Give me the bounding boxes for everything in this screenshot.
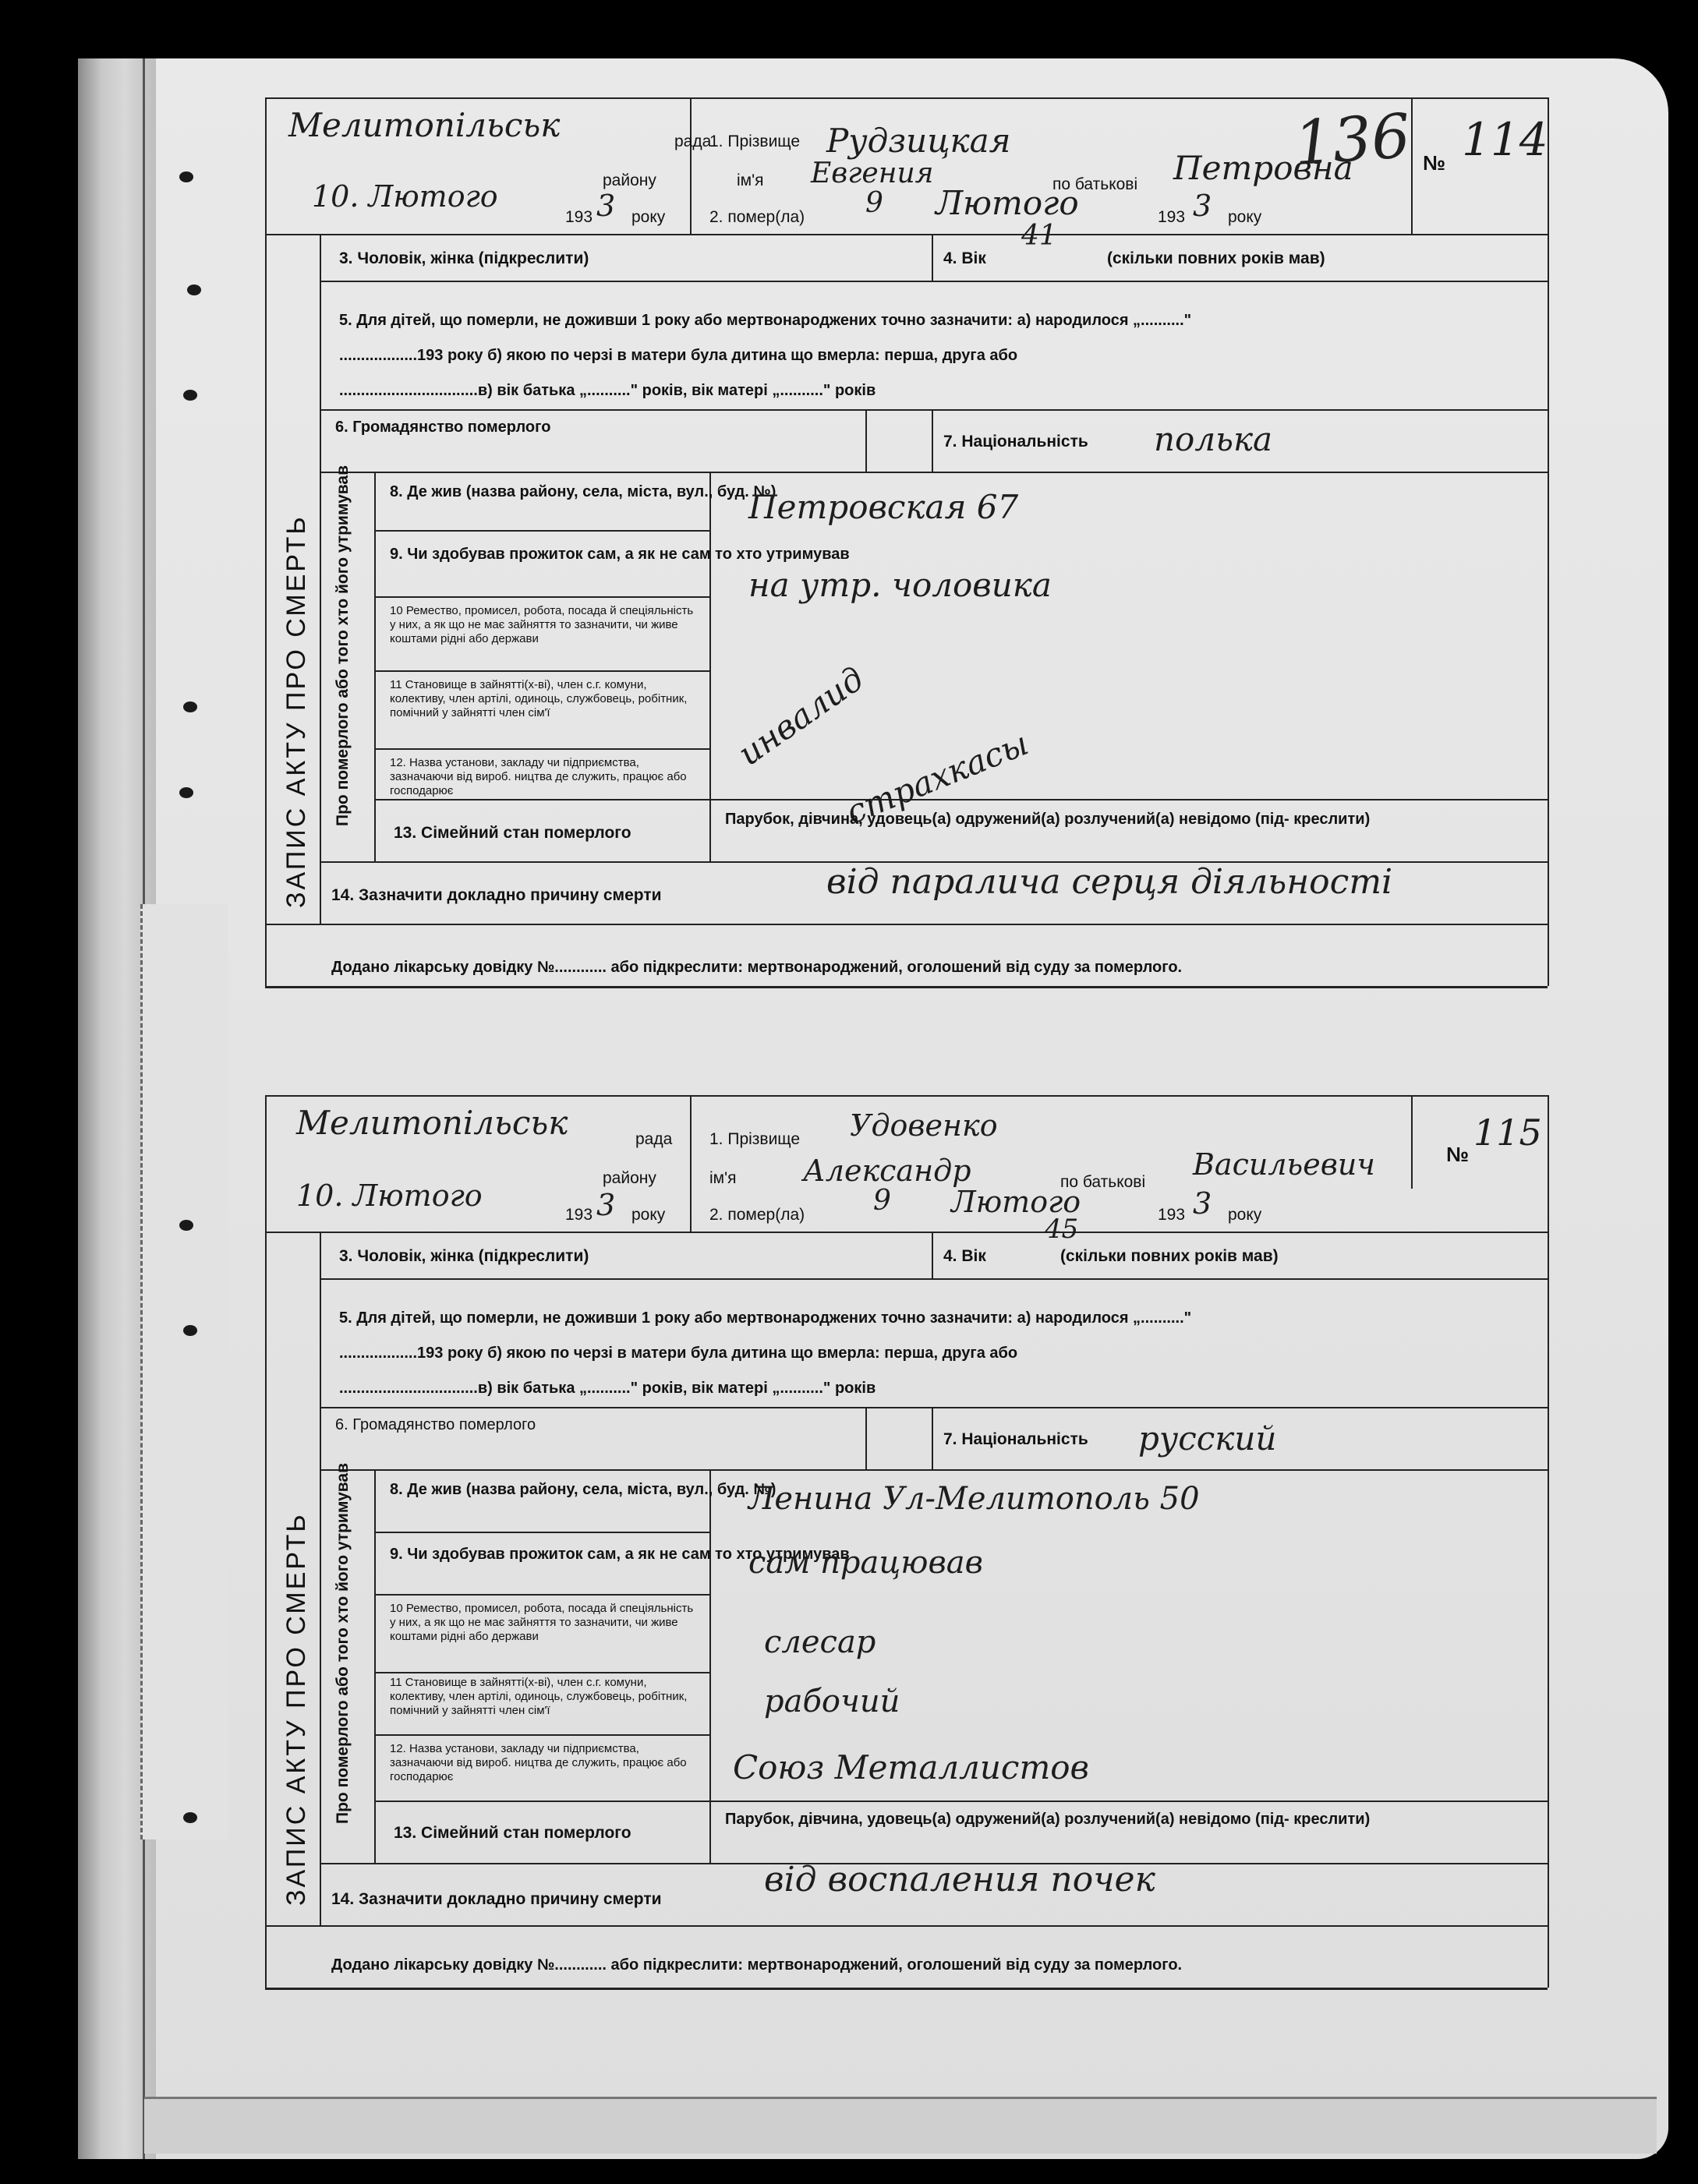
footer-text: Додано лікарську довідку №............ або підкреслити: мертвонароджений, оголошений від суду за померлого. [331, 959, 1183, 976]
age-value: 45 [1045, 1214, 1079, 1245]
marital-options: Парубок, дівчина, удовець(а) одружений(а) розлучений(а) невідомо (під- креслити) [725, 811, 1371, 828]
marital-label: 13. Сімейний стан померлого [394, 1824, 631, 1842]
year-prefix: 193 [1158, 1206, 1186, 1224]
patronymic-value: Петровна [1173, 149, 1353, 187]
registration-year: 3 [596, 189, 616, 223]
status-label: 11 Становище в зайнятті(х-ві), член с.г. комуни, колективу, член артілі, одиноць, службовець, робітник, помічний у зайнятті член сім'ї [390, 678, 688, 719]
nationality-label: 7. Національність [943, 433, 1088, 451]
status-label: 11 Становище в зайнятті(х-ві), член с.г. комуни, колективу, член артілі, одиноць, службовець, робітник, помічний у зайнятті член сім'ї [390, 1676, 688, 1717]
name-label: ім'я [709, 1169, 737, 1187]
first-name-value: Евгения [811, 157, 934, 189]
died-label: 2. помер(ла) [709, 208, 805, 226]
age-label: 4. Вік [943, 1247, 986, 1265]
death-year: 3 [1193, 1186, 1212, 1221]
age-label: 4. Вік [943, 249, 986, 267]
children-line3: ................................в) вік батька „.........." років, вік матері „.........." років [339, 382, 876, 399]
cause-label: 14. Зазначити докладно причину смерти [331, 1890, 662, 1908]
death-year: 3 [1193, 189, 1212, 223]
registration-date: 10. Лютого [296, 1179, 483, 1213]
binding-hole [183, 701, 197, 712]
cause-value: від паралича серця діяльності [826, 862, 1393, 902]
support-label: 9. Чи здобував прожиток сам, а як не сам то хто утримував [390, 546, 850, 563]
cause-value: від воспаления почек [764, 1860, 1155, 1900]
side-label: Про померлого або того хто його утримував [334, 1463, 352, 1824]
name-label: ім'я [737, 171, 764, 189]
binding-hole [183, 1325, 197, 1336]
nationality-label: 7. Національність [943, 1430, 1088, 1448]
year-prefix: 193 [565, 208, 593, 226]
roku-label: року [1228, 1206, 1262, 1224]
binding-hole [183, 1812, 197, 1823]
year-prefix: 193 [1158, 208, 1186, 226]
age-suffix: (скільки повних років мав) [1060, 1247, 1279, 1265]
age-suffix: (скільки повних років мав) [1107, 249, 1325, 267]
support-value: сам працював [748, 1545, 983, 1581]
patronymic-label: по батькові [1052, 175, 1138, 193]
institution-label: 12. Назва установи, закладу чи підприємства, зазначаючи від вироб. ництва де служить, працює або господарює [390, 756, 687, 797]
residence-value: Петровская 67 [748, 488, 1019, 526]
death-record-card [265, 1095, 1548, 1988]
children-line3: ................................в) вік батька „.........." років, вік матері „.........." років [339, 1380, 876, 1397]
binding-hole [179, 1220, 193, 1231]
occupation-label: 10 Ремество, промисел, робота, посада й спеціяльність у них, а як що не має зайняття то зазначити, чи живе коштами рідні або держави [390, 604, 694, 645]
nationality-value: полька [1154, 420, 1273, 458]
institution-label: 12. Назва установи, закладу чи підприємства, зазначаючи від вироб. ництва де служить, працює або господарює [390, 1742, 687, 1783]
surname-value: Удовенко [850, 1108, 998, 1143]
residence-label: 8. Де жив (назва району, села, міста, вул., буд. №) [390, 1481, 776, 1498]
raion-label: району [603, 171, 656, 189]
support-label: 9. Чи здобував прожиток сам, а як не сам то хто утримував [390, 1546, 850, 1563]
registration-date: 10. Лютого [312, 179, 498, 214]
age-value: 41 [1021, 220, 1057, 252]
council-name: Мелитопільськ [296, 1104, 568, 1142]
residence-label: 8. Де жив (назва району, села, міста, вул., буд. №) [390, 483, 776, 500]
children-line1: 5. Для дітей, що померли, не доживши 1 року або мертвонароджених точно зазначити: а) народилося „.........." [339, 1309, 1192, 1327]
rada-label: рада [635, 1130, 673, 1148]
marital-options: Парубок, дівчина, удовець(а) одружений(а) розлучений(а) невідомо (під- креслити) [725, 1811, 1371, 1828]
stitched-tab [140, 904, 228, 1839]
record-number: 114 [1462, 113, 1548, 166]
vertical-title: ЗАПИС АКТУ ПРО СМЕРТЬ [281, 1512, 311, 1906]
sex-label: 3. Чоловік, жінка (підкреслити) [339, 1247, 589, 1265]
year-prefix: 193 [565, 1206, 593, 1224]
nationality-value: русский [1138, 1419, 1277, 1458]
binding-hole [183, 390, 197, 401]
death-month: Лютого [951, 1185, 1081, 1219]
patronymic-label: по батькові [1060, 1173, 1146, 1191]
patronymic-value: Васильевич [1193, 1147, 1375, 1182]
children-line2: ..................193 року б) якою по черзі в матери була дитина що вмерла: перша, друга або [339, 1345, 1018, 1362]
occupation-value: слесар [764, 1624, 876, 1660]
number-label: № [1423, 151, 1445, 175]
children-line1: 5. Для дітей, що померли, не доживши 1 року або мертвонароджених точно зазначити: а) народилося „.........." [339, 312, 1192, 329]
residence-value: Ленина Ул-Мелитополь 50 [748, 1481, 1200, 1517]
occupation-value: инвалид [730, 659, 872, 773]
position-value: страхкасы [840, 723, 1034, 832]
number-label: № [1446, 1143, 1469, 1166]
marital-label: 13. Сімейний стан померлого [394, 824, 631, 842]
position-value: рабочий [764, 1684, 900, 1719]
death-month: Лютого [936, 184, 1079, 222]
council-name: Мелитопільськ [288, 106, 561, 144]
roku-label: року [1228, 208, 1262, 226]
cause-label: 14. Зазначити докладно причину смерти [331, 886, 662, 904]
children-line2: ..................193 року б) якою по черзі в матери була дитина що вмерла: перша, друга або [339, 347, 1018, 364]
citizenship-label: 6. Громадянство померлого [335, 419, 551, 436]
death-record-card [265, 97, 1548, 986]
death-day: 9 [873, 1185, 891, 1217]
rada-label: рада [674, 133, 712, 150]
died-label: 2. помер(ла) [709, 1206, 805, 1224]
surname-value: Рудзицкая [826, 122, 1011, 160]
sex-label: 3. Чоловік, жінка (підкреслити) [339, 249, 589, 267]
occupation-label: 10 Ремество, промисел, робота, посада й спеціяльність у них, а як що не має зайняття то зазначити, чи живе коштами рідні або держави [390, 1602, 694, 1643]
raion-label: району [603, 1169, 656, 1187]
institution-value: Союз Металлистов [733, 1748, 1089, 1786]
footer-text: Додано лікарську довідку №............ або підкреслити: мертвонароджений, оголошений від суду за померлого. [331, 1956, 1183, 1974]
binding-hole [179, 787, 193, 798]
vertical-title: ЗАПИС АКТУ ПРО СМЕРТЬ [281, 514, 311, 908]
support-value: на утр. чоловика [748, 566, 1052, 604]
lower-sheet-edge [144, 2097, 1657, 2154]
archive-number: 136 [1292, 101, 1413, 180]
registration-year: 3 [596, 1188, 616, 1222]
citizenship-label: 6. Громадянство померлого [335, 1416, 536, 1433]
record-number: 115 [1473, 1111, 1542, 1154]
surname-label: 1. Прізвище [709, 1130, 801, 1148]
side-label: Про померлого або того хто його утримував [334, 465, 352, 826]
binding-hole [187, 284, 201, 295]
surname-label: 1. Прізвище [709, 133, 801, 150]
roku-label: року [631, 208, 666, 226]
binding-hole [179, 171, 193, 182]
death-day: 9 [865, 187, 883, 219]
roku-label: року [631, 1206, 666, 1224]
first-name-value: Александр [803, 1154, 971, 1188]
